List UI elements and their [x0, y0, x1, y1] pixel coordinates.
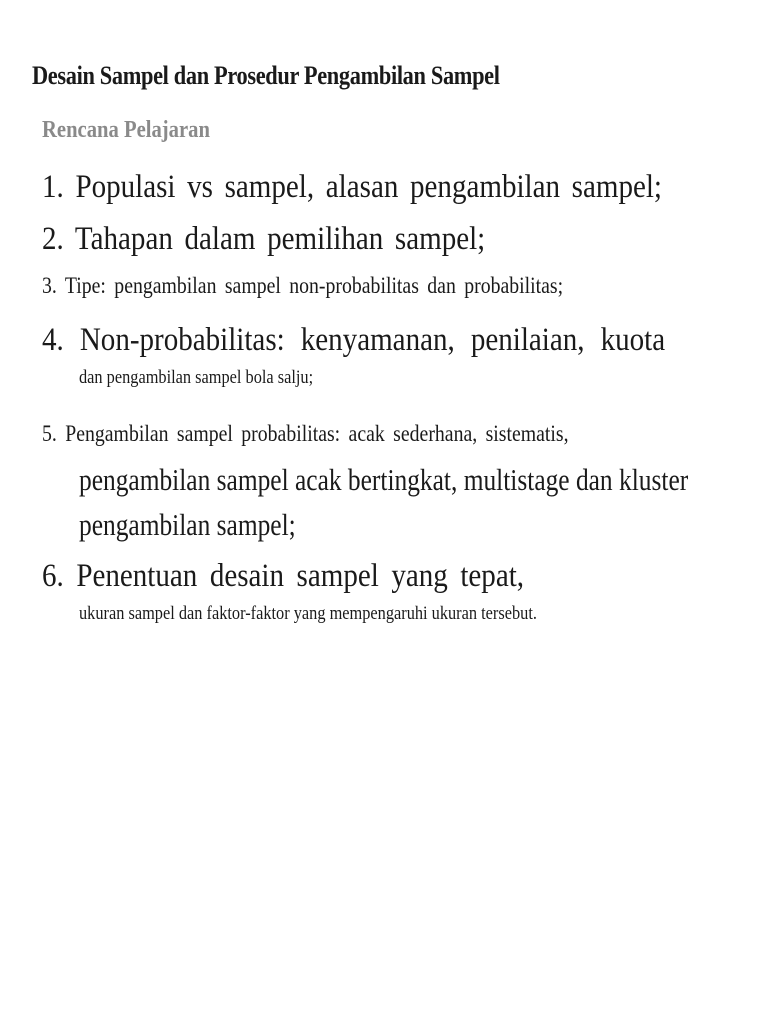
page-subtitle: Rencana Pelajaran [42, 117, 210, 143]
list-item-4-number: 4. [42, 322, 64, 358]
list-item-6-number: 6. [42, 558, 64, 594]
list-item-1 [42, 169, 662, 206]
list-item-3-text: Tipe: pengambilan sampel non-probabilitas dan probabilitas; [64, 273, 564, 298]
list-item-3 [42, 273, 563, 299]
list-item-2-number: 2. [42, 221, 64, 257]
list-item-5-continuation: pengambilan sampel acak bertingkat, multistage dan kluster [79, 462, 689, 497]
list-item-4-continuation: dan pengambilan sampel bola salju; [79, 367, 314, 388]
list-item-6 [42, 558, 524, 595]
list-item-6-continuation: ukuran sampel dan faktor-faktor yang mempengaruhi ukuran tersebut. [79, 603, 537, 624]
list-item-2-text: Tahapan dalam pemilihan sampel; [74, 221, 486, 257]
page-title: Desain Sampel dan Prosedur Pengambilan Sampel [32, 61, 500, 90]
list-item-1-number: 1. [42, 169, 64, 205]
list-item-5-text: Pengambilan sampel probabilitas: acak sederhana, sistematis, [65, 421, 569, 446]
list-item-4-text: Non-probabilitas: kenyamanan, penilaian, kuota [79, 322, 666, 358]
list-item-4 [42, 322, 665, 359]
list-item-6-text: Penentuan desain sampel yang tepat, [76, 558, 525, 594]
list-item-2 [42, 221, 485, 258]
list-item-5-number: 5. [42, 421, 57, 446]
list-item-3-number: 3. [42, 273, 57, 298]
list-item-1-text: Populasi vs sampel, alasan pengambilan sampel; [75, 169, 663, 205]
list-item-5 [42, 421, 569, 447]
list-item-5-continuation-2: pengambilan sampel; [79, 507, 296, 542]
